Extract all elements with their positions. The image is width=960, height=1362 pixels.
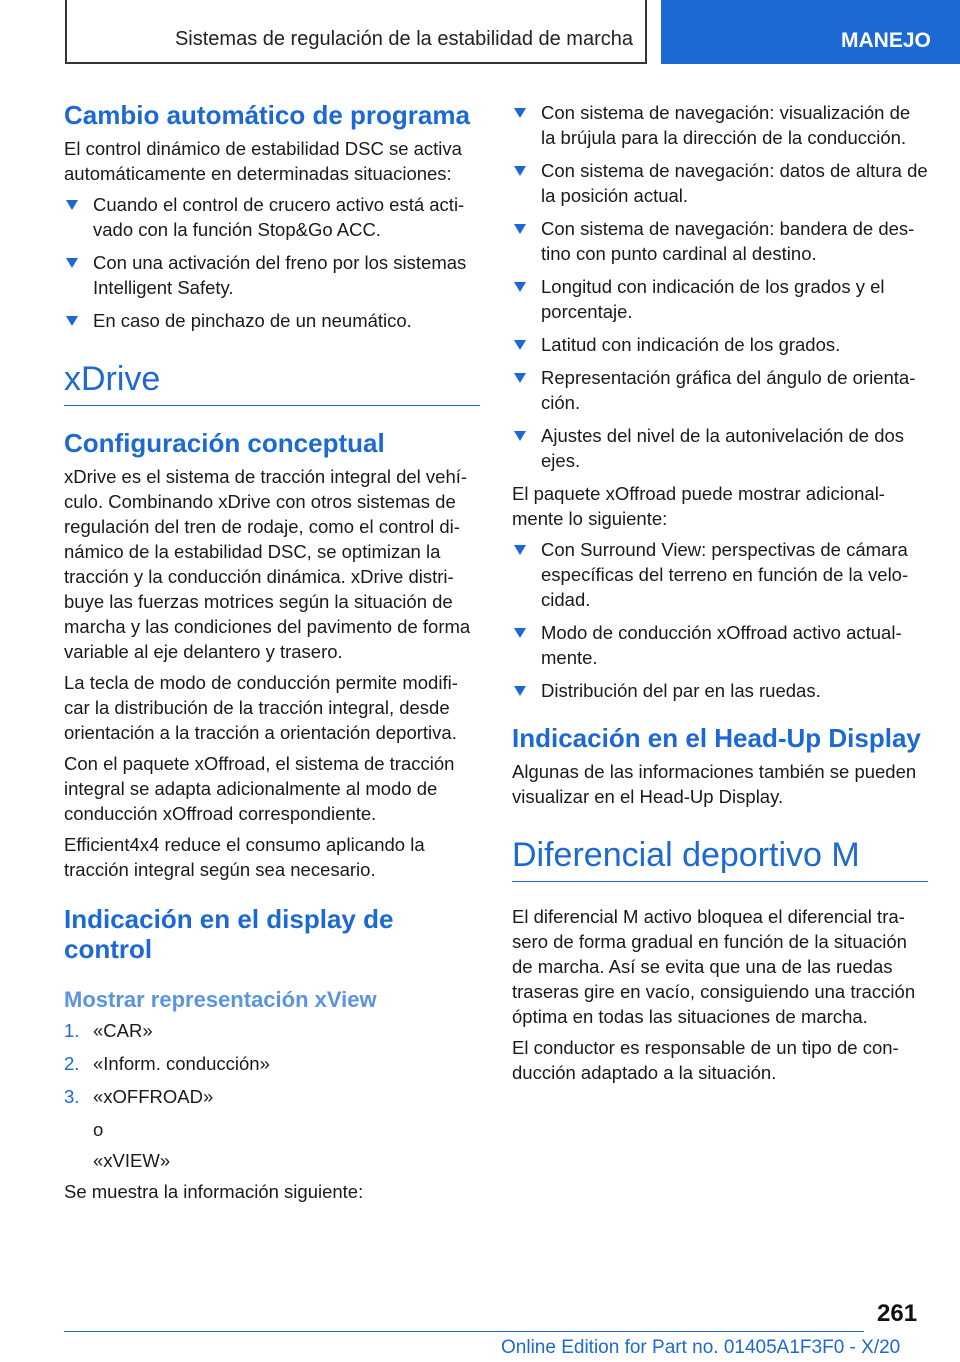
triangle-bullet-icon (514, 340, 526, 350)
list-item-text: Cuando el control de crucero activo está acti-vado con la función Stop&Go ACC. (93, 194, 465, 240)
left-column (64, 100, 480, 1210)
triangle-bullet-icon (514, 108, 526, 118)
list-item (512, 274, 928, 324)
list-item-text: Representación gráfica del ángulo de orienta-ción. (541, 367, 916, 413)
para-diff-2: El conductor es responsable de un tipo de con-ducción adaptado a la situación. (512, 1037, 899, 1083)
list-item (512, 158, 928, 208)
list-item-text: Modo de conducción xOffroad activo actual-mente. (541, 622, 902, 668)
heading-xdrive: xDrive (64, 359, 480, 406)
list-item-text: Con Surround View: perspectivas de cámara específicas del terreno en función de la velo-cidad. (541, 539, 909, 610)
triangle-bullet-icon (514, 224, 526, 234)
step-text: «CAR» (93, 1020, 153, 1041)
list-item-text: Con una activación del freno por los sistemas Intelligent Safety. (93, 252, 467, 298)
para-xdrive-4: Efficient4x4 reduce el consumo aplicando la tracción integral según sea necesario. (64, 834, 425, 880)
triangle-bullet-icon (514, 628, 526, 638)
list-item (512, 537, 928, 612)
chapter-tab (661, 0, 960, 64)
triangle-bullet-icon (66, 200, 78, 210)
list-xoffroad (512, 537, 928, 703)
step-number: 1. (64, 1020, 80, 1041)
triangle-bullet-icon (514, 431, 526, 441)
para-cambio: El control dinámico de estabilidad DSC se activa automáticamente en determinadas situaciones: (64, 138, 462, 184)
para-xdrive-1: xDrive es el sistema de tracción integral del vehí-culo. Combinando xDrive con otros sistemas de regulación del tren de rodaje, como el control di-námico de la estabilidad DSC, se optimizan la tracción y la conducción dinámica. xDrive distri-buye las fuerzas motrices según la situación de marcha y las condiciones del pavimento de forma variable al eje delantero y trasero. (64, 466, 471, 662)
step-number: 2. (64, 1053, 80, 1074)
para-xdrive-2: La tecla de modo de conducción permite modifi-car la distribución de la tracción integral, desde orientación a la tracción a orientación deportiva. (64, 672, 458, 743)
list-item (512, 216, 928, 266)
triangle-bullet-icon (66, 258, 78, 268)
list-item (512, 100, 928, 150)
list-item (64, 250, 480, 300)
triangle-bullet-icon (66, 316, 78, 326)
list-item-text: Longitud con indicación de los grados y el porcentaje. (541, 276, 885, 322)
section-title: Sistemas de regulación de la estabilidad de marcha (174, 28, 633, 50)
step-item (64, 1018, 480, 1043)
step-text: «xOFFROAD» (93, 1086, 214, 1107)
list-item-text: Ajustes del nivel de la autonivelación de dos ejes. (541, 425, 905, 471)
triangle-bullet-icon (514, 166, 526, 176)
header-box (65, 0, 647, 64)
step-alt: «xVIEW» (93, 1150, 171, 1171)
step-item (64, 1084, 480, 1109)
heading-display: Indicación en el display de control (64, 904, 394, 964)
list-item-text: Con sistema de navegación: datos de altura de la posición actual. (541, 160, 928, 206)
heading-hud: Indicación en el Head-Up Display (512, 723, 921, 753)
list-item (512, 332, 928, 357)
list-item-text: Latitud con indicación de los grados. (541, 334, 841, 355)
page-number: 261 (877, 1300, 918, 1327)
triangle-bullet-icon (514, 282, 526, 292)
list-item-text: En caso de pinchazo de un neumático. (93, 310, 412, 331)
list-cambio (64, 192, 480, 333)
para-xoffroad: El paquete xOffroad puede mostrar adicional-mente lo siguiente: (512, 483, 885, 529)
footer-text: Online Edition for Part no. 01405A1F3F0 - X/20 (501, 1337, 901, 1358)
right-column (512, 100, 928, 1091)
heading-cambio: Cambio automático de programa (64, 100, 470, 130)
triangle-bullet-icon (514, 686, 526, 696)
list-item-text: Con sistema de navegación: visualización de la brújula para la dirección de la conducción. (541, 102, 911, 148)
step-number: 3. (64, 1086, 80, 1107)
list-item-text: Con sistema de navegación: bandera de des-tino con punto cardinal al destino. (541, 218, 915, 264)
heading-mostrar: Mostrar representación xView (64, 987, 377, 1012)
list-item (512, 365, 928, 415)
step-item (64, 1051, 480, 1076)
steps-list (64, 1018, 480, 1109)
list-item (64, 192, 480, 242)
list-item (64, 308, 480, 333)
list-item (512, 678, 928, 703)
para-xdrive-3: Con el paquete xOffroad, el sistema de tracción integral se adapta adicionalmente al modo de conducción xOffroad correspondiente. (64, 753, 455, 824)
para-hud: Algunas de las informaciones también se pueden visualizar en el Head-Up Display. (512, 761, 917, 807)
list-item (512, 620, 928, 670)
list-item-text: Distribución del par en las ruedas. (541, 680, 821, 701)
heading-config: Configuración conceptual (64, 428, 385, 458)
step-or: o (93, 1119, 104, 1140)
para-diff-1: El diferencial M activo bloquea el diferencial tra-sero de forma gradual en función de la situación de marcha. Así se evita que una de las ruedas traseras gire en vacío, consiguiendo una tracción óptima en todas las situaciones de marcha. (512, 906, 916, 1027)
footer-divider (64, 1331, 864, 1332)
list-item (512, 423, 928, 473)
chapter-label: MANEJO (841, 29, 931, 52)
step-text: «Inform. conducción» (93, 1053, 270, 1074)
triangle-bullet-icon (514, 373, 526, 383)
heading-diff: Diferencial deportivo M (512, 835, 928, 882)
para-info: Se muestra la información siguiente: (64, 1181, 364, 1202)
triangle-bullet-icon (514, 545, 526, 555)
list-nav (512, 100, 928, 473)
